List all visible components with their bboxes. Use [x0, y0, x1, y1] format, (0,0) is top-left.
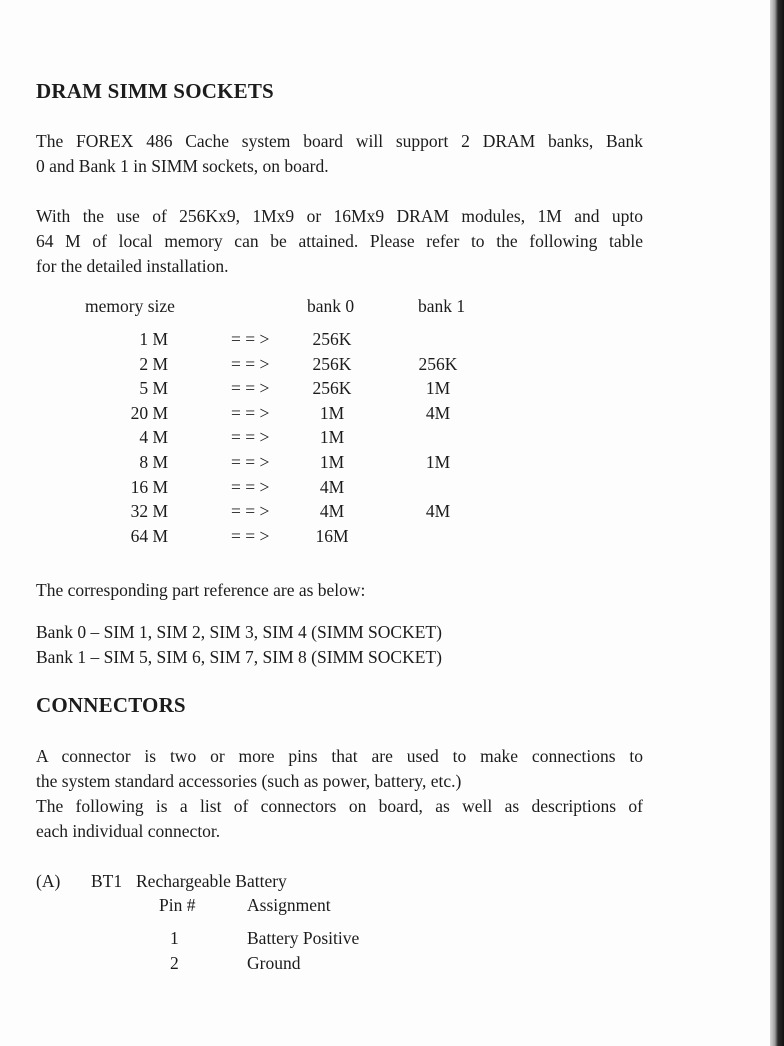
connector-label: (A) [36, 871, 61, 891]
text-line: With the use of 256Kx9, 1Mx9 or 16Mx9 DRAM modules, 1M and upto [36, 206, 643, 226]
bank1-cell: 1M [425, 452, 451, 472]
text-line: The following is a list of connectors on board, as well as descriptions of [36, 796, 643, 816]
bank1-cell: 4M [425, 403, 451, 423]
bank0-reference: Bank 0 – SIM 1, SIM 2, SIM 3, SIM 4 (SIMM SOCKET) [36, 622, 442, 642]
bank0-cell: 256K [312, 354, 352, 374]
arrow-cell: = = > [231, 378, 270, 398]
bank0-cell: 1M [319, 403, 345, 423]
arrow-cell: = = > [231, 477, 270, 497]
memory-size-cell: 8 M [139, 452, 168, 472]
pin-assignment: Battery Positive [247, 928, 360, 948]
text-line: A connector is two or more pins that are used to make connections to [36, 746, 643, 766]
connector-id: BT1 [91, 871, 123, 891]
bank1-reference: Bank 1 – SIM 5, SIM 6, SIM 7, SIM 8 (SIMM SOCKET) [36, 647, 442, 667]
memory-size-cell: 32 M [130, 501, 168, 521]
bank0-cell: 1M [319, 427, 345, 447]
pin-number: 2 [170, 953, 179, 973]
arrow-cell: = = > [231, 526, 270, 546]
pin-assignment: Ground [247, 953, 301, 973]
page-edge-shadow [770, 0, 784, 1046]
header-bank0: bank 0 [307, 296, 355, 316]
bank0-cell: 256K [312, 329, 352, 349]
text-line: for the detailed installation. [36, 256, 229, 276]
text-line: 0 and Bank 1 in SIMM sockets, on board. [36, 156, 329, 176]
memory-size-cell: 20 M [130, 403, 168, 423]
memory-size-cell: 2 M [139, 354, 168, 374]
arrow-cell: = = > [231, 427, 270, 447]
bank1-cell: 4M [425, 501, 451, 521]
bank0-cell: 16M [315, 526, 349, 546]
bank0-cell: 4M [319, 501, 345, 521]
memory-size-cell: 16 M [130, 477, 168, 497]
arrow-cell: = = > [231, 501, 270, 521]
arrow-cell: = = > [231, 403, 270, 423]
assignment-header: Assignment [247, 895, 331, 915]
header-bank1: bank 1 [418, 296, 466, 316]
memory-size-cell: 1 M [139, 329, 168, 349]
arrow-cell: = = > [231, 354, 270, 374]
pin-header: Pin # [159, 895, 196, 915]
memory-size-cell: 64 M [130, 526, 168, 546]
bank1-cell: 1M [425, 378, 451, 398]
pin-number: 1 [170, 928, 179, 948]
heading-connectors: CONNECTORS [36, 693, 186, 717]
heading-dram-simm-sockets: DRAM SIMM SOCKETS [36, 79, 274, 103]
part-reference-intro: The corresponding part reference are as below: [36, 580, 366, 600]
memory-size-cell: 4 M [139, 427, 168, 447]
bank0-cell: 1M [319, 452, 345, 472]
connector-name: Rechargeable Battery [136, 871, 287, 891]
text-line: each individual connector. [36, 821, 221, 841]
text-line: 64 M of local memory can be attained. Please refer to the following table [36, 231, 643, 251]
text-line: the system standard accessories (such as power, battery, etc.) [36, 771, 462, 791]
memory-size-cell: 5 M [139, 378, 168, 398]
bank0-cell: 256K [312, 378, 352, 398]
bank0-cell: 4M [319, 477, 345, 497]
arrow-cell: = = > [231, 329, 270, 349]
arrow-cell: = = > [231, 452, 270, 472]
text-line: The FOREX 486 Cache system board will support 2 DRAM banks, Bank [36, 131, 643, 151]
header-memory-size: memory size [85, 296, 175, 316]
bank1-cell: 256K [418, 354, 458, 374]
